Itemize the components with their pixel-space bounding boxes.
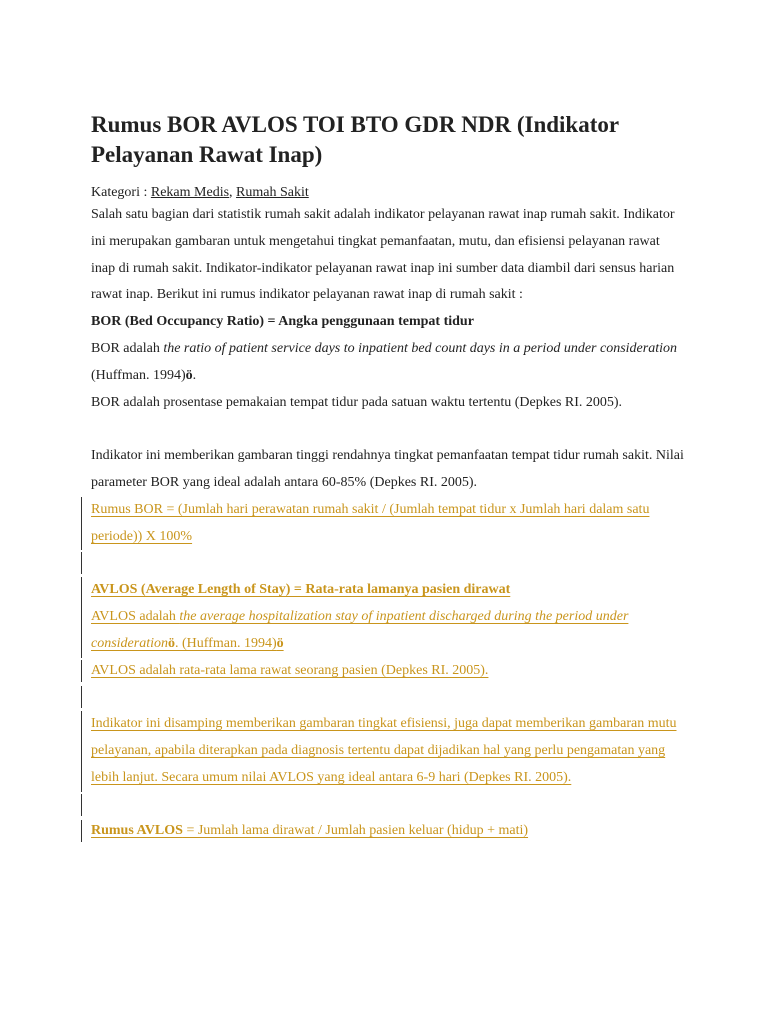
change-bar (81, 820, 82, 842)
avlos-def1-mark1: ӧ (168, 635, 175, 651)
category-line (91, 184, 691, 202)
page-title: Rumus BOR AVLOS TOI BTO GDR NDR (Indikator Pelayanan Rawat Inap) (91, 112, 619, 167)
change-bar (81, 577, 82, 657)
avlos-definition-1 (91, 604, 691, 658)
change-bar (81, 660, 82, 682)
intro-paragraph: Salah satu bagian dari statistik rumah sakit adalah indikator pelayanan rawat inap rumah sakit. Indikator ini merupakan gambaran untuk mengetahui tingkat pemanfaatan, mutu, dan efisiensi pelayanan rawat inap di rumah sakit. Indikator-indikator pelayanan rawat inap ini sumber data diambil dari sensus harian rawat inap. Berikut ini rumus indikator pelayanan rawat inap di rumah sakit : (91, 207, 675, 303)
tracked-change-block (91, 577, 691, 657)
tracked-change-block (91, 658, 691, 685)
bor-def1-end: . (192, 367, 197, 383)
tracked-change-block (91, 497, 691, 551)
bor-definition-1 (91, 336, 691, 390)
bor-formula: Rumus BOR = (Jumlah hari perawatan rumah sakit / (Jumlah tempat tidur x Jumlah hari dalam satu periode)) X 100% (91, 501, 650, 544)
category-separator: , (229, 185, 233, 200)
avlos-description: Indikator ini disamping memberikan gambaran tingkat efisiensi, juga dapat memberikan gambaran mutu pelayanan, apabila diterapkan pada diagnosis tertentu dapat dijadikan hal yang perlu pengamatan yang lebih lanjut. Secara umum nilai AVLOS yang ideal antara 6-9 hari (Depkes RI. 2005). (91, 716, 677, 785)
bor-heading: BOR (Bed Occupancy Ratio) = Angka penggunaan tempat tidur (91, 314, 474, 330)
avlos-def1-prefix: AVLOS adalah (91, 608, 180, 624)
avlos-formula-text: = Jumlah lama dirawat / Jumlah pasien keluar (hidup + mati) (182, 823, 529, 839)
avlos-definition-2: AVLOS adalah rata-rata lama rawat seorang pasien (Depkes RI. 2005). (91, 662, 489, 678)
blank-line (91, 416, 691, 443)
document-body (91, 110, 691, 845)
bor-def1-italic: the ratio of patient service days to inpatient bed count days in a period under consideration (163, 340, 677, 356)
avlos-formula-label: Rumus AVLOS (91, 823, 183, 839)
change-bar (81, 686, 82, 708)
change-bar (81, 794, 82, 816)
avlos-def1-mark2: ӧ (276, 635, 284, 651)
bor-def1-suffix: (Huffman. 1994) (91, 367, 186, 383)
change-bar (81, 552, 82, 574)
avlos-heading: AVLOS (Average Length of Stay) = Rata-rata lamanya pasien dirawat (91, 582, 511, 598)
change-bar (81, 497, 82, 550)
change-bar (81, 711, 82, 791)
bor-description: Indikator ini memberikan gambaran tinggi rendahnya tingkat pemanfaatan tempat tidur rumah sakit. Nilai parameter BOR yang ideal adalah antara 60-85% (Depkes RI. 2005). (91, 448, 684, 490)
tracked-blank-line (91, 792, 691, 819)
bor-def1-mark: ӧ (185, 367, 193, 383)
tracked-blank-line (91, 550, 691, 577)
avlos-def1-italic: the average hospitalization stay of inpatient discharged during the period under consideration (91, 608, 629, 651)
tracked-blank-line (91, 684, 691, 711)
category-link-rekam-medis[interactable]: Rekam Medis (150, 185, 230, 200)
bor-def1-prefix: BOR adalah (91, 340, 164, 356)
avlos-formula (91, 818, 691, 845)
tracked-change-block (91, 818, 691, 845)
category-label: Kategori : (91, 185, 148, 200)
tracked-change-block (91, 711, 691, 791)
bor-definition-2: BOR adalah prosentase pemakaian tempat tidur pada satuan waktu tertentu (Depkes RI. 2005). (91, 394, 623, 410)
avlos-def1-mid: . (Huffman. 1994) (175, 635, 277, 651)
category-link-rumah-sakit[interactable]: Rumah Sakit (236, 185, 309, 200)
